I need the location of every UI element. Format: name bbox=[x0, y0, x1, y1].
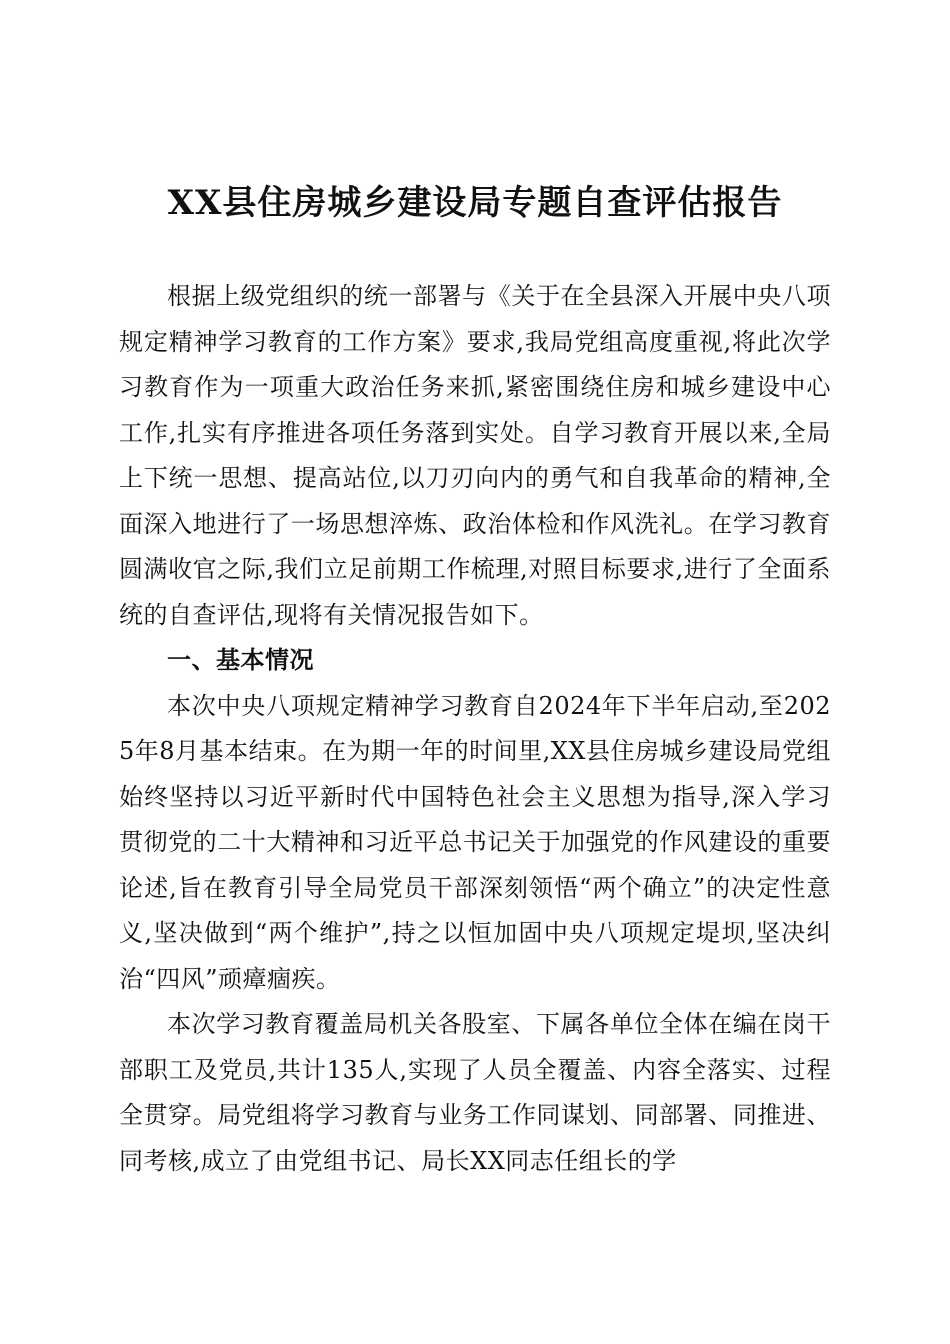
section1-paragraph-2: 本次学习教育覆盖局机关各股室、下属各单位全体在编在岗干部职工及党员,共计135人,实现了人员全覆盖、内容全落实、过程全贯穿。局党组将学习教育与业务工作同谋划、同部署、同推进、同考核,成立了由党组书记、局长XX同志任组长的学 bbox=[119, 1010, 831, 1175]
document-title: XX县住房城乡建设局专题自查评估报告 bbox=[167, 183, 783, 223]
intro-paragraph: 根据上级党组织的统一部署与《关于在全县深入开展中央八项规定精神学习教育的工作方案》要求,我局党组高度重视,将此次学习教育作为一项重大政治任务来抓,紧密围绕住房和城乡建设中心工作,扎实有序推进各项任务落到实处。自学习教育开展以来,全局上下统一思想、提高站位,以刀刃向内的勇气和自我革命的精神,全面深入地进行了一场思想淬炼、政治体检和作风洗礼。在学习教育圆满收官之际,我们立足前期工作梳理,对照目标要求,进行了全面系统的自查评估,现将有关情况报告如下。 bbox=[119, 282, 831, 629]
section1-paragraph-1: 本次中央八项规定精神学习教育自2024年下半年启动,至2025年8月基本结束。在为期一年的时间里,XX县住房城乡建设局党组始终坚持以习近平新时代中国特色社会主义思想为指导,深入学习贯彻党的二十大精神和习近平总书记关于加强党的作风建设的重要论述,旨在教育引导全局党员干部深刻领悟“两个确立”的决定性意义,坚决做到“两个维护”,持之以恒加固中央八项规定堤坝,坚决纠治“四风”顽瘴痼疾。 bbox=[119, 691, 831, 993]
section-heading-basic-situation: 一、基本情况 bbox=[167, 646, 314, 674]
document-body bbox=[119, 274, 831, 1184]
